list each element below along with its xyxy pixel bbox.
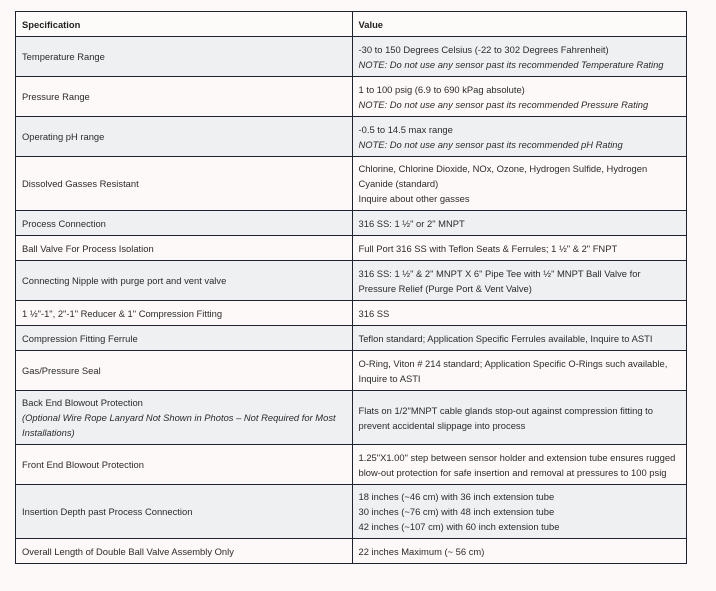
value-cell: Full Port 316 SS with Teflon Seats & Ferrules; 1 ½" & 2" FNPT bbox=[352, 236, 686, 261]
spec-note: (Optional Wire Rope Lanyard Not Shown in Photos – Not Required for Most Installations) bbox=[22, 412, 336, 438]
value-cell bbox=[352, 157, 686, 211]
value-cell bbox=[352, 37, 686, 77]
value-line: Inquire about other gasses bbox=[358, 193, 470, 204]
value-cell bbox=[352, 485, 686, 539]
value-cell: 1.25"X1.00" step between sensor holder and extension tube ensures rugged blow-out protection for safe insertion and removal at pressures to 100 psig bbox=[352, 445, 686, 485]
table-row bbox=[16, 445, 687, 485]
spec-label: Back End Blowout Protection bbox=[22, 397, 143, 408]
spec-cell: Front End Blowout Protection bbox=[16, 445, 353, 485]
table-row bbox=[16, 391, 687, 445]
table-row bbox=[16, 351, 687, 391]
table-row bbox=[16, 301, 687, 326]
value-line: -30 to 150 Degrees Celsius (-22 to 302 Degrees Fahrenheit) bbox=[358, 43, 609, 55]
table-row bbox=[16, 326, 687, 351]
value-note: NOTE: Do not use any sensor past its recommended Pressure Rating bbox=[358, 98, 649, 110]
value-cell: Flats on 1/2"MNPT cable glands stop-out against compression fitting to prevent accidental slippage into process bbox=[352, 391, 686, 445]
spec-cell: Dissolved Gasses Resistant bbox=[16, 157, 353, 211]
spec-cell: Pressure Range bbox=[16, 77, 353, 117]
value-line: 18 inches (~46 cm) with 36 inch extension tube bbox=[358, 491, 555, 502]
value-cell: 316 SS bbox=[352, 301, 686, 326]
spec-cell: Temperature Range bbox=[16, 37, 353, 77]
spec-cell: Compression Fitting Ferrule bbox=[16, 326, 353, 351]
value-cell bbox=[352, 77, 686, 117]
value-cell: 316 SS: 1 ½" & 2" MNPT X 6" Pipe Tee with ½" MNPT Ball Valve for Pressure Relief (Purge Port & Vent Valve) bbox=[352, 261, 686, 301]
table-row bbox=[16, 261, 687, 301]
table-row bbox=[16, 157, 687, 211]
header-value: Value bbox=[352, 12, 686, 37]
table-row bbox=[16, 37, 687, 77]
table-row bbox=[16, 485, 687, 539]
spec-cell: Operating pH range bbox=[16, 117, 353, 157]
value-note: NOTE: Do not use any sensor past its recommended Temperature Rating bbox=[358, 58, 664, 70]
table-row bbox=[16, 539, 687, 564]
value-cell bbox=[352, 117, 686, 157]
specification-table bbox=[15, 11, 687, 564]
value-line: 1 to 100 psig (6.9 to 690 kPag absolute) bbox=[358, 83, 525, 95]
spec-cell: Gas/Pressure Seal bbox=[16, 351, 353, 391]
value-line: Chlorine, Chlorine Dioxide, NOx, Ozone, Hydrogen Sulfide, Hydrogen Cyanide (standard) bbox=[358, 163, 648, 189]
spec-cell: Process Connection bbox=[16, 211, 353, 236]
value-cell: Teflon standard; Application Specific Ferrules available, Inquire to ASTI bbox=[352, 326, 686, 351]
value-cell: 316 SS: 1 ½" or 2" MNPT bbox=[352, 211, 686, 236]
value-line: 30 inches (~76 cm) with 48 inch extension tube bbox=[358, 506, 555, 517]
table-row bbox=[16, 236, 687, 261]
spec-cell: Ball Valve For Process Isolation bbox=[16, 236, 353, 261]
value-cell: O-Ring, Viton # 214 standard; Application Specific O-Rings such available, Inquire to ASTI bbox=[352, 351, 686, 391]
header-specification: Specification bbox=[16, 12, 353, 37]
table-row bbox=[16, 117, 687, 157]
table-row bbox=[16, 211, 687, 236]
value-line: -0.5 to 14.5 max range bbox=[358, 123, 453, 135]
spec-cell: 1 ½"-1", 2"-1" Reducer & 1" Compression Fitting bbox=[16, 301, 353, 326]
value-cell: 22 inches Maximum (~ 56 cm) bbox=[352, 539, 686, 564]
table-row bbox=[16, 77, 687, 117]
spec-cell bbox=[16, 391, 353, 445]
value-note: NOTE: Do not use any sensor past its recommended pH Rating bbox=[358, 138, 623, 150]
spec-cell: Insertion Depth past Process Connection bbox=[16, 485, 353, 539]
value-line: 42 inches (~107 cm) with 60 inch extension tube bbox=[358, 521, 560, 532]
spec-cell: Overall Length of Double Ball Valve Assembly Only bbox=[16, 539, 353, 564]
table-header-row bbox=[16, 12, 687, 37]
spec-cell: Connecting Nipple with purge port and vent valve bbox=[16, 261, 353, 301]
